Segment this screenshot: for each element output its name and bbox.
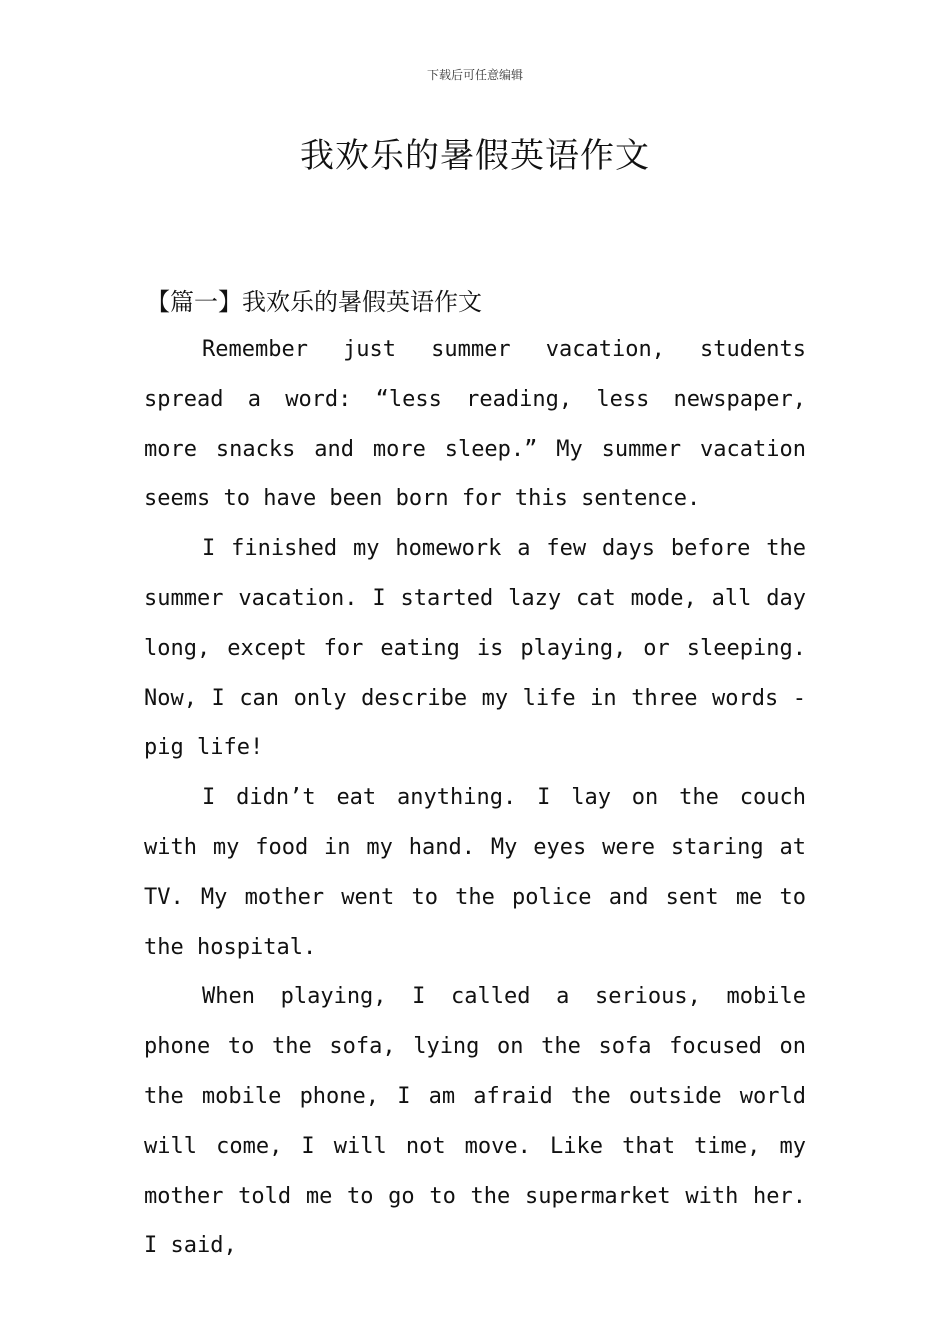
paragraph-1: Remember just summer vacation, students spread a word: “less reading, less newspaper, more snacks and more sleep.” My summer vacation seems to have been born for this sentence.: [144, 337, 806, 512]
header-note: 下载后可任意编辑: [426, 68, 523, 82]
paragraph-4: When playing, I called a serious, mobile phone to the sofa, lying on the sofa focused on the mobile phone, I am afraid the outside world will come, I will not move. Like that time, my mother told me to go to the supermarket with her. I said,: [144, 984, 806, 1259]
document-title: 我欢乐的暑假英语作文: [300, 136, 650, 176]
document-body: [144, 325, 806, 1271]
paragraph-2: I finished my homework a few days before the summer vacation. I started lazy cat mode, all day long, except for eating is playing, or sleeping. Now, I can only describe my life in three words - pig life!: [144, 536, 806, 761]
section-heading: 【篇一】我欢乐的暑假英语作文: [146, 288, 482, 316]
paragraph-3: I didn’t eat anything. I lay on the couch with my food in my hand. My eyes were staring at TV. My mother went to the police and sent me to the hospital.: [144, 785, 806, 960]
